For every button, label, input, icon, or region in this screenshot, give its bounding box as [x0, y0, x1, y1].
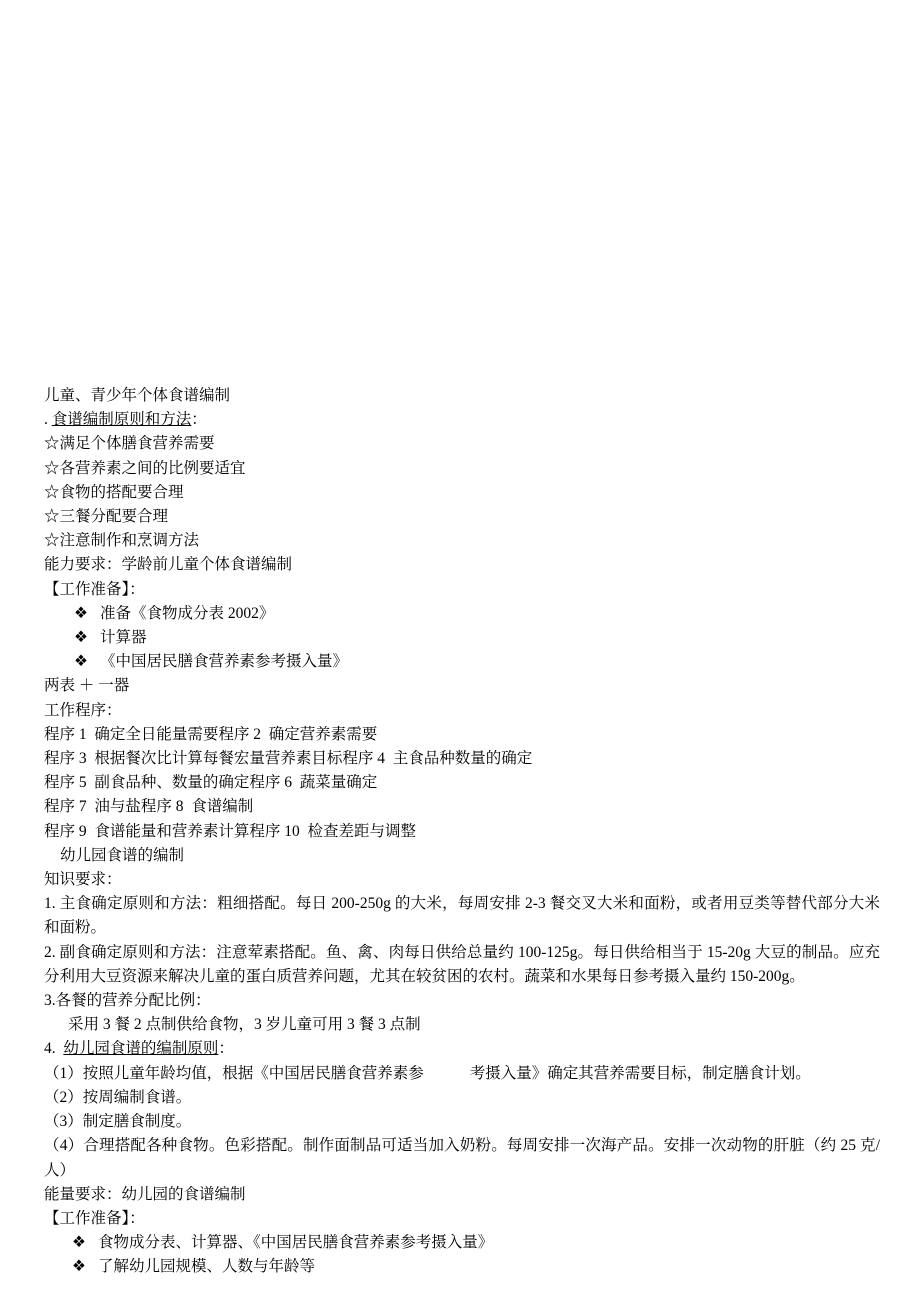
two-tables-one-tool: 两表 ＋ 一器 [44, 677, 130, 695]
principle-item: ☆注意制作和烹调方法 [44, 532, 200, 550]
prep-item-text: 了解幼儿园规模、人数与年龄等 [98, 1258, 316, 1276]
bullet-icon: ❖ [74, 604, 88, 622]
rule-item: （2）按周编制食谱。 [44, 1088, 192, 1106]
principle-item: ☆满足个体膳食营养需要 [44, 435, 215, 453]
procedure-line: 程序 9 食谱能量和营养素计算程序 10 检查差距与调整 [44, 822, 417, 840]
rule-prefix: 4. [44, 1040, 64, 1058]
knowledge-item: 1. 主食确定原则和方法：粗细搭配。每日 200-250g 的大米，每周安排 2-3 餐交叉大米和面粉，或者用豆类等替代部分大米和面粉。 [44, 895, 880, 937]
bullet-icon: ❖ [74, 629, 88, 647]
rule-1-part-b: 考摄入量》确定其营养需要目标，制定膳食计划。 [469, 1064, 811, 1082]
principles-heading [44, 408, 880, 432]
knowledge-heading: 知识要求： [44, 871, 122, 889]
prep-item [44, 602, 880, 626]
principles-prefix: . [44, 411, 52, 429]
prep-item-text: 食物成分表、计算器、《中国居民膳食营养素参考摄入量》 [98, 1234, 494, 1252]
procedure-line: 程序 7 油与盐程序 8 食谱编制 [44, 798, 254, 816]
principles-heading-text: 食谱编制原则和方法 [51, 411, 192, 429]
knowledge-item: 3.各餐的营养分配比例： [44, 992, 211, 1010]
knowledge-item: 2. 副食确定原则和方法：注意荤素搭配。鱼、禽、肉每日供给总量约 100-125g。每日供给相当于 15-20g 大豆的制品。应充分利用大豆资源来解决儿童的蛋白质营养问题，尤其在较贫困的农村。蔬菜和水果每日参考摄入量约 150-200g。 [44, 943, 880, 985]
ability-requirement: 能力要求：学龄前儿童个体食谱编制 [44, 556, 293, 574]
prep-item [44, 1255, 880, 1279]
document-body [44, 384, 880, 1280]
prep-item-text: 计算器 [100, 629, 147, 647]
prep-heading-2: 【工作准备】： [44, 1209, 145, 1227]
rule-item: （3）制定膳食制度。 [44, 1113, 192, 1131]
ability-requirement-2: 能量要求：幼儿园的食谱编制 [44, 1185, 246, 1203]
prep-heading: 【工作准备】： [44, 580, 145, 598]
bullet-icon: ❖ [72, 1258, 86, 1276]
procedure-line: 程序 5 副食品种、数量的确定程序 6 蔬菜量确定 [44, 774, 378, 792]
bullet-icon: ❖ [74, 653, 88, 671]
doc-title: 儿童、青少年个体食谱编制 [44, 387, 231, 404]
rule-heading-text: 幼儿园食谱的编制原则 [63, 1040, 219, 1058]
principles-colon: ： [191, 411, 207, 429]
rule-item: （4）合理搭配各种食物。色彩搭配。制作面制品可适当加入奶粉。每周安排一次海产品。安排一次动物的肝脏（约 25 克/人） [44, 1137, 880, 1179]
rule-1-part-a: （1）按照儿童年龄均值，根据《中国居民膳食营养素参 [44, 1064, 424, 1082]
rule-colon: ： [218, 1040, 234, 1058]
kindergarten-title: 幼儿园食谱的编制 [60, 846, 185, 864]
prep-item [44, 626, 880, 650]
procedure-heading: 工作程序： [44, 701, 122, 719]
procedure-line: 程序 3 根据餐次比计算每餐宏量营养素目标程序 4 主食品种数量的确定 [44, 750, 533, 768]
principle-item: ☆食物的搭配要合理 [44, 483, 184, 501]
prep-item-text: 准备《食物成分表 2002》 [100, 604, 275, 622]
prep-item-text: 《中国居民膳食营养素参考摄入量》 [100, 653, 349, 671]
procedure-line: 程序 1 确定全日能量需要程序 2 确定营养素需要 [44, 725, 378, 743]
principle-item: ☆三餐分配要合理 [44, 508, 169, 526]
knowledge-item: 采用 3 餐 2 点制供给食物，3 岁儿童可用 3 餐 3 点制 [68, 1016, 421, 1034]
principle-item: ☆各营养素之间的比例要适宜 [44, 459, 246, 477]
prep-item [44, 650, 880, 674]
rule-item [44, 1062, 880, 1086]
prep-item [44, 1231, 880, 1255]
bullet-icon: ❖ [72, 1234, 86, 1252]
rule-heading [44, 1037, 880, 1061]
